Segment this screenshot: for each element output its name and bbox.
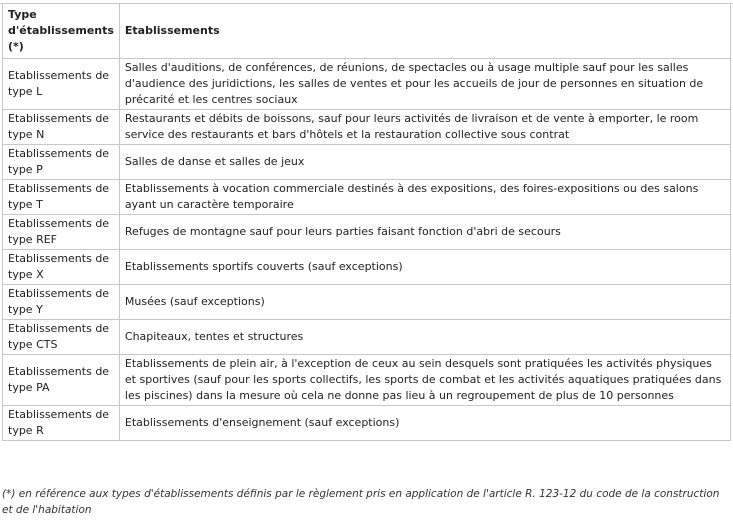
cell-type: Etablissements de type N (3, 110, 120, 145)
table-row (3, 145, 731, 180)
footnote: (*) en référence aux types d'établissements définis par le règlement pris en application de l'article R. 123-12 du code de la construction et de l'habitation (2, 488, 720, 516)
column-header-establishments: Etablissements (119, 4, 730, 59)
cell-type: Etablissements de type PA (3, 355, 120, 406)
table-row (3, 110, 731, 145)
table-row (3, 320, 731, 355)
cell-description: Refuges de montagne sauf pour leurs parties faisant fonction d'abri de secours (119, 215, 730, 250)
cell-description: Chapiteaux, tentes et structures (119, 320, 730, 355)
cell-type: Etablissements de type Y (3, 285, 120, 320)
cell-description: Musées (sauf exceptions) (119, 285, 730, 320)
table-row (3, 215, 731, 250)
cell-type: Etablissements de type T (3, 180, 120, 215)
table-row (3, 59, 731, 110)
cell-description: Etablissements sportifs couverts (sauf exceptions) (119, 250, 730, 285)
cell-description: Salles de danse et salles de jeux (119, 145, 730, 180)
cell-description: Etablissements d'enseignement (sauf exceptions) (119, 406, 730, 441)
cell-type: Etablissements de type REF (3, 215, 120, 250)
cell-description: Etablissements de plein air, à l'exception de ceux au sein desquels sont pratiquées les activités physiques et sportives (sauf pour les sports collectifs, les sports de combat et les activités aquatiques pratiquées dans les piscines) dans la mesure où cela ne donne pas lieu à un regroupement de plus de 10 personnes (119, 355, 730, 406)
cell-description: Salles d'auditions, de conférences, de réunions, de spectacles ou à usage multiple sauf pour les salles d'audience des juridictions, les salles de ventes et pour les accueils de jour de personnes en situation de précarité et les centres sociaux (119, 59, 730, 110)
table-row (3, 355, 731, 406)
cell-type: Etablissements de type X (3, 250, 120, 285)
column-header-type: Type d'établissements (*) (3, 4, 120, 59)
cell-type: Etablissements de type CTS (3, 320, 120, 355)
cell-type: Etablissements de type R (3, 406, 120, 441)
cell-type: Etablissements de type L (3, 59, 120, 110)
establishments-table (2, 3, 731, 441)
cell-description: Etablissements à vocation commerciale destinés à des expositions, des foires-expositions ou des salons ayant un caractère temporaire (119, 180, 730, 215)
cell-type: Etablissements de type P (3, 145, 120, 180)
table-header-row (3, 4, 731, 59)
cell-description: Restaurants et débits de boissons, sauf pour leurs activités de livraison et de vente à emporter, le room service des restaurants et bars d'hôtels et la restauration collective sous contrat (119, 110, 730, 145)
table-row (3, 406, 731, 441)
table-row (3, 250, 731, 285)
table-row (3, 180, 731, 215)
table-row (3, 285, 731, 320)
